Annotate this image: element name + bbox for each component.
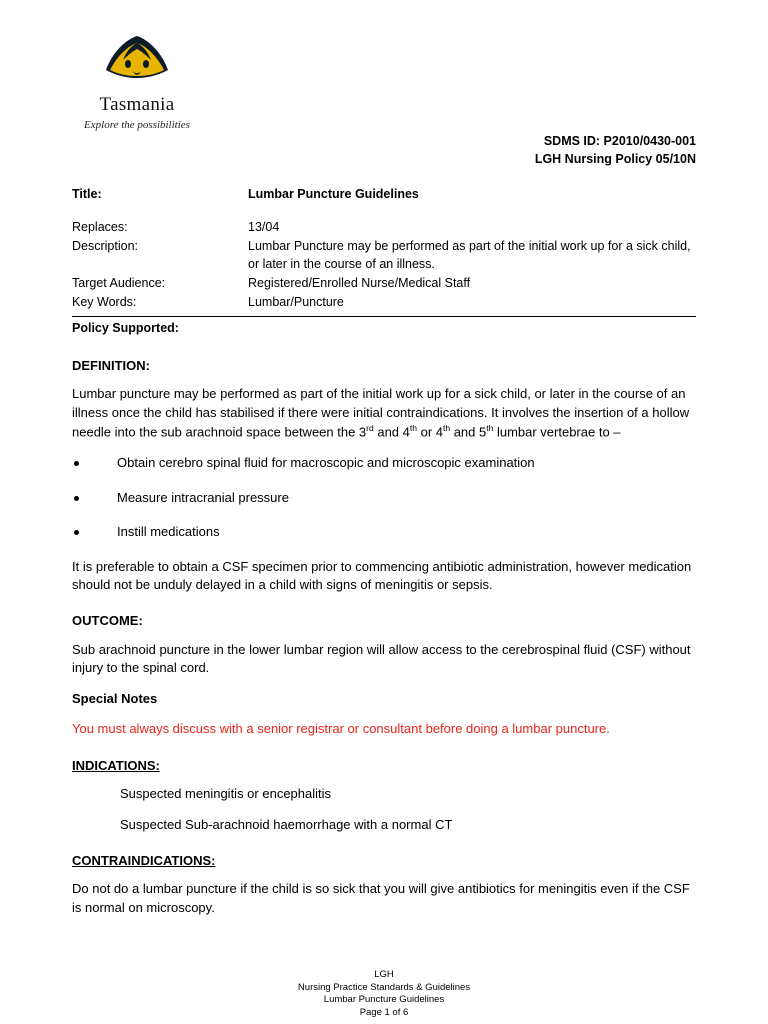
definition-text-b: and 4 [373,424,410,440]
meta-row-replaces [72,218,696,237]
ordinal-rd: rd [366,423,374,434]
list-item: Obtain cerebro spinal fluid for macroscopic and microscopic examination [72,454,696,472]
meta-label: Key Words: [72,294,137,309]
meta-value: 13/04 [248,219,280,234]
document-body [72,357,696,929]
tasmania-emblem-icon [100,30,174,92]
indication-item: Suspected Sub-arachnoid haemorrhage with a normal CT [120,816,453,832]
footer-line-organisation: LGH [374,968,394,980]
meta-label: Title: [72,187,102,201]
footer-page-number: Page 1 of 6 [359,1007,409,1019]
contraindications-heading: CONTRAINDICATIONS: [72,853,216,869]
meta-row-description [72,237,696,275]
logo-tagline: Explore the possibilities [84,119,190,131]
meta-value: Registered/Enrolled Nurse/Medical Staff [248,276,471,290]
tasmania-logo [72,30,202,131]
definition-text-a: Lumbar puncture may be performed as part of the initial work up for a sick child, or later in the course of an illness once the child has stabilised if there were initial contraindications. It involves the insertion of a hollow needle into the sub arachnoid space between the 3 [72,386,690,440]
policy-supported-label: Policy Supported: [72,320,179,335]
logo-wordmark: Tasmania [99,94,175,115]
indications-heading: INDICATIONS: [72,757,160,773]
definition-text-c: or 4 [416,424,443,440]
definition-text-d: and 5 [450,424,487,440]
document-metadata [72,185,696,337]
outcome-heading: OUTCOME: [72,613,143,629]
page-footer [0,969,768,1020]
indication-item: Suspected meningitis or encephalitis [120,786,332,802]
special-notes-paragraph: You must always discuss with a senior registrar or consultant before doing a lumbar puncture. [72,721,610,737]
footer-line-standards: Nursing Practice Standards & Guidelines [297,981,471,993]
meta-row-key-words [72,293,696,312]
definition-paragraph [72,385,696,442]
meta-label: Target Audience: [72,276,166,290]
outcome-paragraph: Sub arachnoid puncture in the lower lumbar region will allow access to the cerebrospinal fluid (CSF) without injury to the spinal cord. [72,641,691,676]
list-item: Instill medications [72,523,696,541]
ordinal-th-2: th [443,423,451,434]
meta-label: Description: [72,238,138,253]
meta-divider [72,316,696,317]
meta-value: Lumbar Puncture Guidelines [248,187,419,201]
definition-heading: DEFINITION: [72,358,150,373]
document-identifiers [535,132,696,168]
special-notes-heading: Special Notes [72,690,158,706]
definition-text-e: lumbar vertebrae to – [493,424,621,440]
contraindications-paragraph: Do not do a lumbar puncture if the child is so sick that you will give antibiotics for meningitis even if the CSF is normal on microscopy. [72,881,690,915]
meta-row-title [72,185,696,204]
meta-value: Lumbar Puncture may be performed as part of the initial work up for a sick child, or later in the course of an illness. [248,238,691,272]
sdms-id: SDMS ID: P2010/0430-001 [543,134,696,148]
definition-bullet-list [72,454,696,541]
meta-label: Replaces: [72,219,128,234]
policy-number: LGH Nursing Policy 05/10N [534,152,696,167]
meta-value: Lumbar/Puncture [248,294,344,309]
footer-line-document-title: Lumbar Puncture Guidelines [323,994,445,1006]
csf-specimen-paragraph: It is preferable to obtain a CSF specimen prior to commencing antibiotic administration, however medication should not be unduly delayed in a child with signs of meningitis or sepsis. [72,558,692,592]
ordinal-th-3: th [486,423,494,434]
ordinal-th-1: th [409,423,417,434]
list-item: Measure intracranial pressure [72,489,696,507]
meta-row-target-audience [72,274,696,293]
